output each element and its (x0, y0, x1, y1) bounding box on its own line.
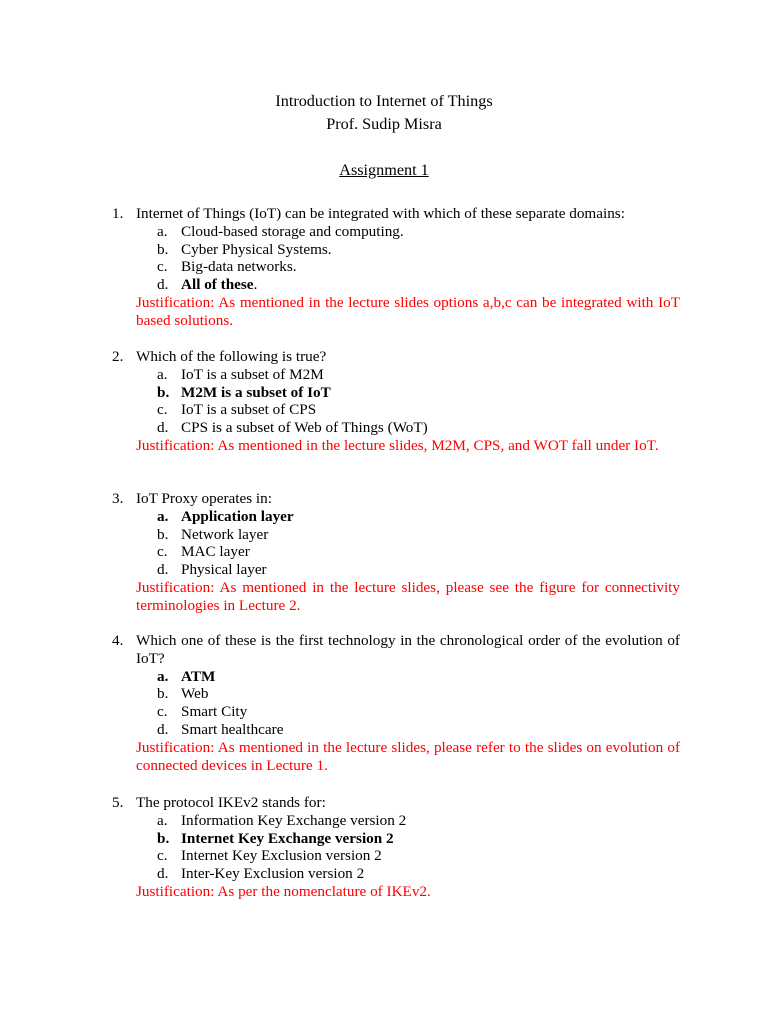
option-text-correct: M2M is a subset of IoT (181, 383, 331, 401)
question-number: 5. (112, 794, 124, 811)
option-letter: c. (157, 543, 168, 561)
assignment-heading-text: Assignment 1 (339, 161, 429, 179)
option-a (112, 668, 680, 686)
option-letter: d. (157, 561, 169, 579)
justification: Justification: As per the nomenclature of IKEv2. (136, 882, 431, 900)
option-b (112, 685, 680, 703)
option-text: MAC layer (181, 543, 250, 561)
option-text: Internet Key Exclusion version 2 (181, 847, 382, 865)
option-letter: c. (157, 258, 168, 276)
option-letter: d. (157, 276, 169, 294)
option-c (112, 401, 680, 419)
option-list (112, 668, 680, 739)
option-letter: d. (157, 720, 169, 738)
option-text-correct: All of these (181, 276, 254, 294)
option-text: CPS is a subset of Web of Things (WoT) (181, 419, 428, 437)
option-text-correct: Application layer (181, 507, 294, 525)
question-stem (112, 794, 680, 812)
question-text: IoT Proxy operates in: (136, 490, 272, 507)
question-stem (112, 632, 680, 668)
question-4 (112, 632, 680, 774)
option-c (112, 703, 680, 721)
option-letter: a. (157, 222, 168, 240)
option-letter: b. (157, 685, 169, 703)
option-letter: b. (157, 525, 169, 543)
course-title: Introduction to Internet of Things (275, 92, 493, 110)
option-c (112, 847, 680, 865)
option-text: Cyber Physical Systems. (181, 240, 332, 258)
option-list (112, 223, 680, 294)
question-number: 2. (112, 348, 124, 365)
option-d (112, 721, 680, 739)
option-text: Smart healthcare (181, 720, 284, 738)
question-text: Internet of Things (IoT) can be integrated with which of these separate domains: (136, 205, 625, 222)
justification: Justification: As mentioned in the lecture slides options a,b,c can be integrated with IoT based solutions. (136, 293, 680, 329)
option-c (112, 543, 680, 561)
option-a (112, 366, 680, 384)
option-text: Big-data networks. (181, 258, 297, 276)
option-letter: b. (157, 383, 170, 401)
question-text: Which one of these is the first technology in the chronological order of the evolution of IoT? (136, 632, 680, 667)
justification: Justification: As mentioned in the lecture slides, M2M, CPS, and WOT fall under IoT. (136, 436, 659, 454)
question-stem (112, 490, 680, 508)
justification: Justification: As mentioned in the lecture slides, please see the figure for connectivity terminologies in Lecture 2. (136, 578, 680, 614)
option-b (112, 526, 680, 544)
question-number: 1. (112, 205, 124, 222)
question-number: 3. (112, 490, 124, 507)
option-list (112, 366, 680, 437)
option-text: Cloud-based storage and computing. (181, 222, 404, 240)
option-d (112, 419, 680, 437)
option-text: Smart City (181, 703, 248, 721)
option-letter: a. (157, 365, 168, 383)
question-3 (112, 490, 680, 615)
option-text: Information Key Exchange version 2 (181, 811, 407, 829)
option-letter: a. (157, 667, 169, 685)
option-letter: a. (157, 811, 168, 829)
option-letter: c. (157, 703, 168, 721)
option-text: Network layer (181, 525, 269, 543)
justification: Justification: As mentioned in the lecture slides, please refer to the slides on evolution of connected devices in Lecture 1. (136, 738, 680, 774)
option-a (112, 223, 680, 241)
option-b (112, 830, 680, 848)
question-1 (112, 205, 680, 330)
option-letter: c. (157, 847, 168, 865)
option-a (112, 812, 680, 830)
option-a (112, 508, 680, 526)
option-letter: d. (157, 865, 169, 883)
option-suffix: . (253, 276, 258, 294)
question-number: 4. (112, 632, 124, 649)
question-stem (112, 348, 680, 366)
option-d (112, 276, 680, 294)
option-letter: b. (157, 240, 169, 258)
option-letter: a. (157, 507, 169, 525)
option-d (112, 561, 680, 579)
option-c (112, 258, 680, 276)
option-text: IoT is a subset of CPS (181, 401, 317, 419)
option-letter: c. (157, 401, 168, 419)
question-text: The protocol IKEv2 stands for: (136, 794, 326, 811)
author-name: Prof. Sudip Misra (326, 115, 442, 133)
option-b (112, 241, 680, 259)
option-text: IoT is a subset of M2M (181, 365, 324, 383)
question-5 (112, 794, 680, 901)
option-letter: b. (157, 829, 170, 847)
option-text-correct: Internet Key Exchange version 2 (181, 829, 394, 847)
option-letter: d. (157, 419, 169, 437)
option-d (112, 865, 680, 883)
option-text-correct: ATM (181, 667, 216, 685)
option-list (112, 812, 680, 883)
question-2 (112, 348, 680, 455)
option-list (112, 508, 680, 579)
question-stem (112, 205, 680, 223)
option-text: Web (181, 685, 209, 703)
option-text: Inter-Key Exclusion version 2 (181, 865, 365, 883)
option-text: Physical layer (181, 561, 267, 579)
question-text: Which of the following is true? (136, 348, 327, 365)
assignment-heading (0, 162, 768, 180)
option-b (112, 384, 680, 402)
